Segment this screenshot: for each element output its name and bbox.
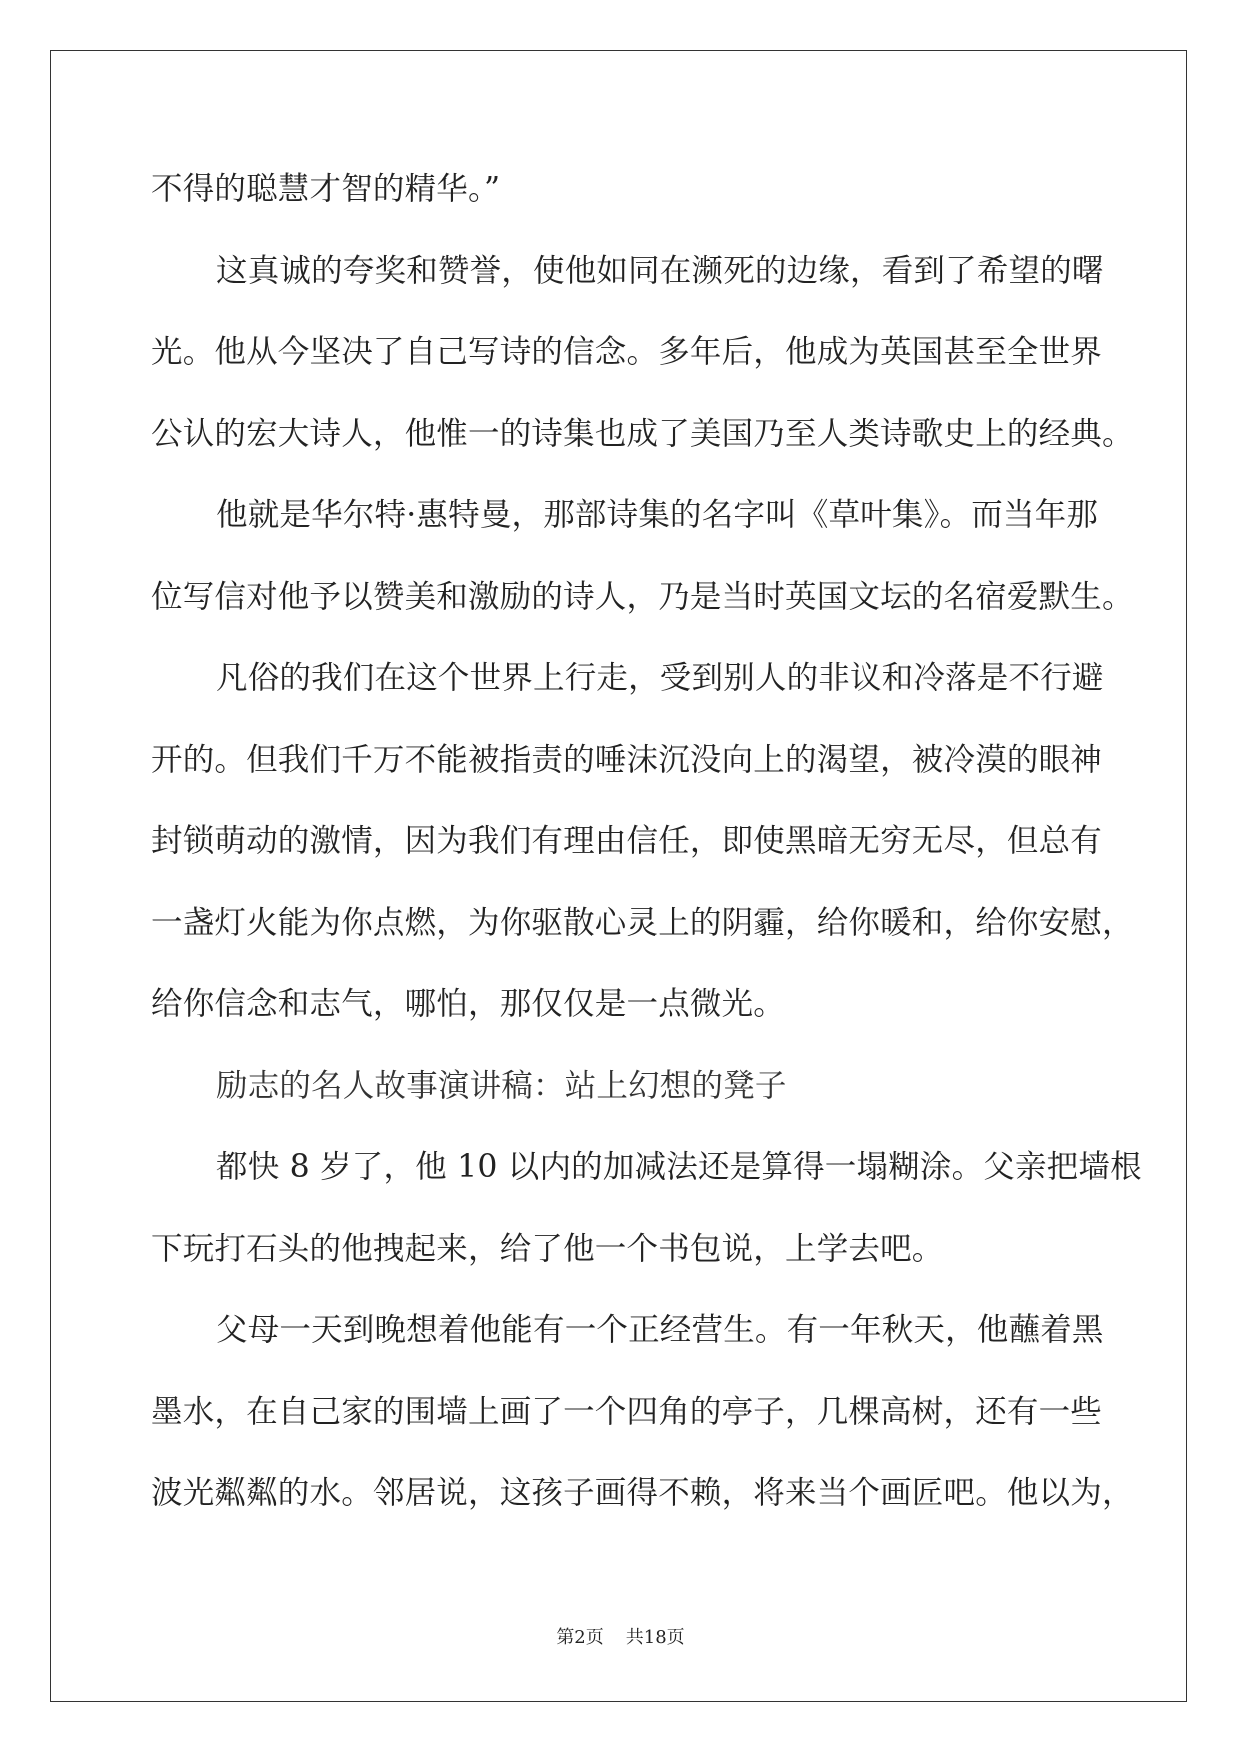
document-body (151, 149, 1151, 1535)
page-footer (0, 1626, 1241, 1650)
section-heading (151, 1046, 1151, 1128)
current-page-number: 第2页 (556, 1627, 604, 1648)
paragraph (151, 1290, 1151, 1535)
paragraph (151, 1127, 1151, 1290)
text-line: 公认的宏大诗人，他惟一的诗集也成了美国乃至人类诗歌史上的经典。 (151, 415, 1134, 452)
text-line: 封锁萌动的激情，因为我们有理由信任，即使黑暗无穷无尽，但总有 (151, 823, 1103, 859)
text-line: 凡俗的我们在这个世界上行走，受到别人的非议和冷落是不行避 (216, 660, 1104, 696)
text-line: 开的。但我们千万不能被指责的唾沫沉没向上的渴望，被冷漠的眼神 (151, 741, 1103, 778)
text-line: 不得的聪慧才智的精华。” (151, 171, 501, 207)
text-line: 一盏灯火能为你点燃，为你驱散心灵上的阴霾，给你暖和，给你安慰， (151, 904, 1134, 941)
paragraph (151, 149, 1151, 231)
text-line: 位写信对他予以赞美和激励的诗人，乃是当时英国文坛的名宿爱默生。 (151, 578, 1134, 615)
text-line: 父母一天到晚想着他能有一个正经营生。有一年秋天，他蘸着黑 (216, 1312, 1104, 1348)
text-line: 波光粼粼的水。邻居说，这孩子画得不赖，将来当个画匠吧。他以为， (151, 1475, 1134, 1511)
text-line: 光。他从今坚决了自己写诗的信念。多年后，他成为英国甚至全世界 (151, 334, 1103, 370)
text-line: 他就是华尔特·惠特曼，那部诗集的名字叫《草叶集》。而当年那 (216, 497, 1099, 533)
paragraph (151, 475, 1151, 638)
text-line: 这真诚的夸奖和赞誉，使他如同在濒死的边缘，看到了希望的曙 (216, 252, 1104, 289)
heading-text: 励志的名人故事演讲稿：站上幻想的凳子 (216, 1067, 787, 1104)
total-page-count: 共18页 (625, 1627, 685, 1648)
text-line: 都快 8 岁了，他 10 以内的加减法还是算得一塌糊涂。父亲把墙根 (216, 1149, 1142, 1185)
paragraph (151, 638, 1151, 1046)
text-line: 下玩打石头的他拽起来，给了他一个书包说，上学去吧。 (151, 1230, 944, 1267)
text-line: 给你信念和志气，哪怕，那仅仅是一点微光。 (151, 986, 786, 1022)
text-line: 墨水，在自己家的围墙上画了一个四角的亭子，几棵高树，还有一些 (151, 1393, 1103, 1430)
paragraph (151, 231, 1151, 476)
